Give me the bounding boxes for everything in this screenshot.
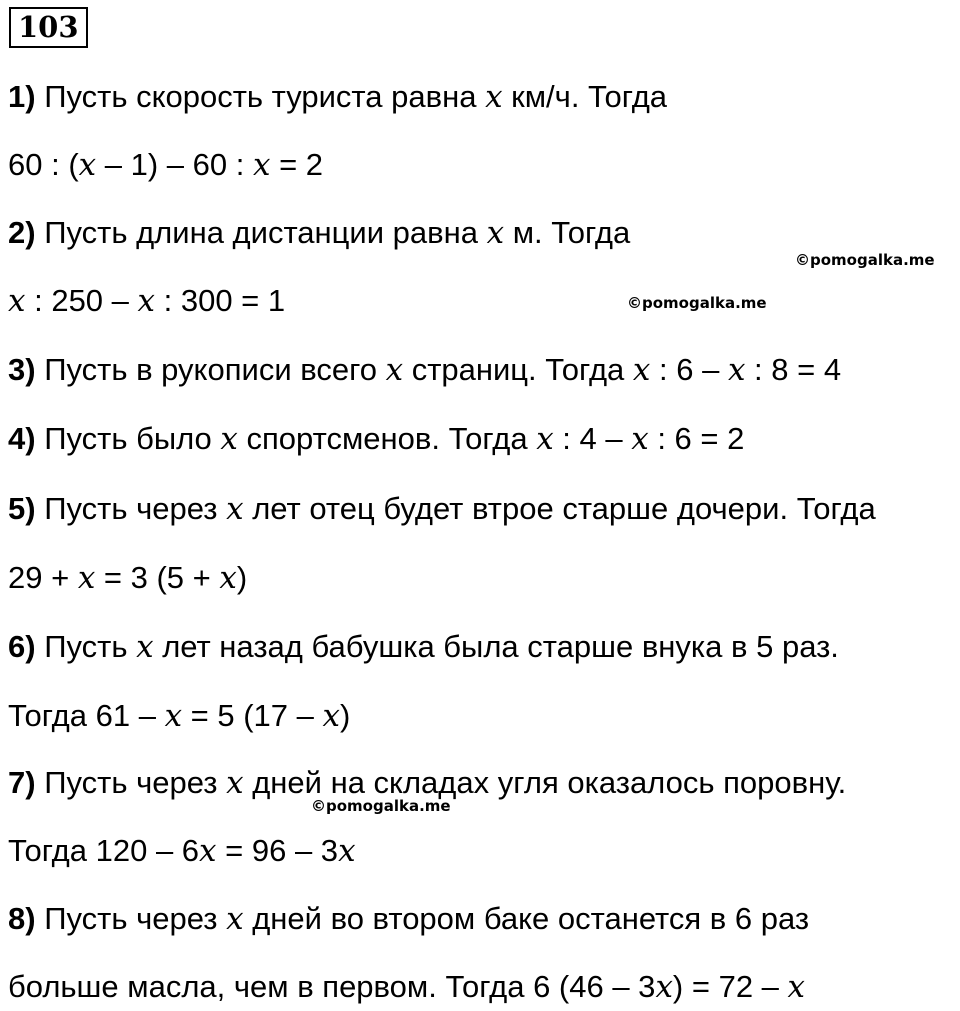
line-text: : 300 = 1: [155, 283, 286, 318]
item-number: 3): [8, 352, 36, 387]
problem-number: 103: [9, 7, 88, 48]
text-line: [8, 899, 809, 939]
line-text: Тогда 120 – 6: [8, 833, 200, 868]
item-number: 8): [8, 901, 36, 936]
line-text: = 2: [270, 147, 324, 182]
line-text: : 250 –: [25, 283, 138, 318]
line-text: 60 : (: [8, 147, 79, 182]
text-line: [8, 145, 323, 185]
item-number: 5): [8, 491, 36, 526]
line-text: Пусть было: [35, 421, 221, 456]
line-text: Пусть через: [35, 765, 227, 800]
line-text: : 6 –: [650, 352, 728, 387]
line-text: 29 +: [8, 560, 78, 595]
math-variable: x: [226, 901, 244, 937]
math-variable: x: [385, 352, 404, 388]
line-text: Пусть: [35, 629, 137, 664]
line-text: Пусть длина дистанции равна: [35, 215, 487, 250]
item-number: 1): [8, 79, 36, 114]
line-text: м. Тогда: [504, 215, 631, 250]
line-text: больше масла, чем в первом. Тогда 6 (46 – 3: [8, 969, 656, 1004]
line-text: спортсменов. Тогда: [237, 421, 537, 456]
math-variable: x: [219, 560, 237, 596]
math-variable: x: [220, 421, 238, 457]
text-line: [8, 696, 350, 736]
math-variable: x: [8, 283, 26, 319]
line-text: = 96 – 3: [216, 833, 339, 868]
math-variable: x: [536, 421, 554, 457]
line-text: Пусть через: [35, 491, 227, 526]
text-line: [8, 350, 841, 390]
math-variable: x: [338, 833, 356, 869]
line-text: : 4 –: [553, 421, 632, 456]
math-variable: x: [226, 765, 244, 801]
item-number: 6): [8, 629, 36, 664]
text-line: [8, 558, 247, 598]
watermark: ©pomogalka.me: [627, 294, 767, 312]
item-number: 7): [8, 765, 36, 800]
math-variable: x: [631, 421, 649, 457]
math-variable: x: [727, 352, 746, 388]
math-variable: x: [322, 698, 340, 734]
line-text: страниц. Тогда: [403, 352, 633, 387]
line-text: ): [236, 560, 248, 595]
text-line: [8, 419, 744, 459]
line-text: Пусть в рукописи всего: [35, 352, 386, 387]
math-variable: x: [485, 79, 503, 115]
math-variable: x: [137, 283, 155, 319]
line-text: ) = 72 –: [672, 969, 788, 1004]
math-variable: x: [486, 215, 505, 251]
line-text: ): [340, 698, 351, 733]
line-text: лет отец будет втрое старше дочери. Тогда: [243, 491, 876, 526]
text-line: [8, 967, 805, 1007]
math-variable: x: [632, 352, 651, 388]
math-variable: x: [655, 969, 673, 1005]
math-variable: x: [199, 833, 217, 869]
math-variable: x: [252, 147, 271, 183]
math-variable: x: [77, 560, 96, 596]
line-text: – 1) – 60 :: [96, 147, 253, 182]
math-variable: x: [136, 629, 154, 665]
line-text: дней во втором баке останется в 6 раз: [243, 901, 810, 936]
line-text: : 6 = 2: [648, 421, 745, 456]
line-text: км/ч. Тогда: [502, 79, 668, 114]
line-text: дней на складах угля оказалось поровну.: [243, 765, 847, 800]
text-line: [8, 213, 630, 253]
math-variable: x: [787, 969, 806, 1005]
text-line: [8, 489, 876, 529]
math-variable: x: [164, 698, 183, 734]
text-line: [8, 281, 285, 321]
line-text: Пусть через: [35, 901, 227, 936]
line-text: лет назад бабушка была старше внука в 5 раз.: [153, 629, 839, 664]
text-line: [8, 77, 667, 117]
item-number: 2): [8, 215, 36, 250]
text-line: [8, 627, 839, 667]
watermark: ©pomogalka.me: [795, 251, 935, 269]
line-text: Пусть скорость туриста равна: [35, 79, 486, 114]
line-text: Тогда 61 –: [8, 698, 165, 733]
math-variable: x: [78, 147, 97, 183]
watermark: ©pomogalka.me: [311, 797, 451, 815]
item-number: 4): [8, 421, 36, 456]
math-variable: x: [226, 491, 244, 527]
line-text: = 3 (5 +: [95, 560, 220, 595]
line-text: : 8 = 4: [745, 352, 842, 387]
text-line: [8, 831, 356, 871]
line-text: = 5 (17 –: [182, 698, 323, 733]
